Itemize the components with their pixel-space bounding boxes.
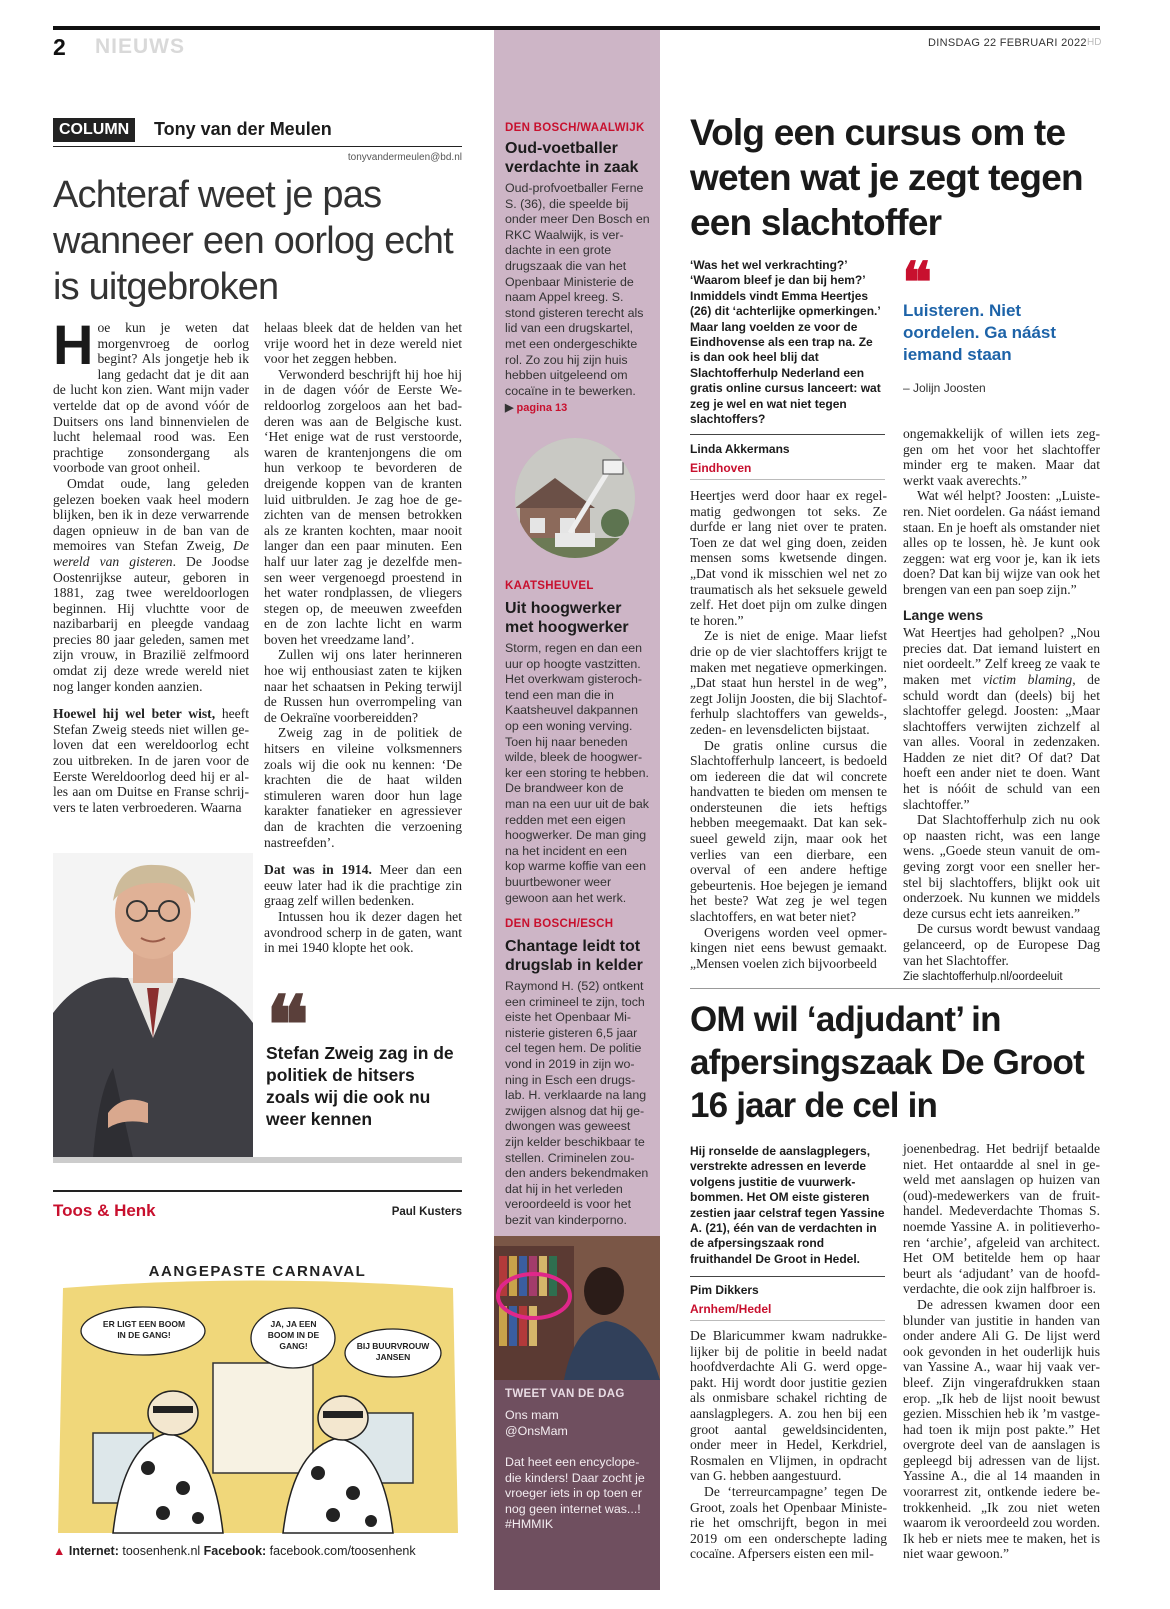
column-email: tonyvandermeulen@bd.nl bbox=[347, 152, 462, 163]
speech-bubble-2: JA, JA EEN BOOM IN DE GANG! bbox=[267, 1319, 320, 1351]
column-lead-in: Hoewel hij wel beter wist, bbox=[53, 706, 216, 722]
brief-body: Oud-profvoetballer Ferne S. (36), die speelde bij onder meer Den Bosch en RKC Waalwijk, is verdachte in een grote drugszaak die van het Openbaar Ministerie de naam Appel kreeg. S. stond gisteren terecht als lid van een drugskartel, met een ondergeschikte rol. Zo zou hij zijn huis hebben uitgeleend om cocaïne in te bewerken. bbox=[505, 181, 650, 398]
brief-title: Uit hoogwerker met hoogwerker bbox=[505, 600, 629, 636]
article-paragraph: Dat Slachtofferhulp zich nu ook op naasten richt, was een lange wens. „Goede steun vanuit de omgeving zorgt voor een sneller herstel bij slachtoffers, blijkt ook uit onderzoek. Nu kunnen we middels deze cursus echt iets aanreiken.” bbox=[903, 812, 1100, 921]
comic-panel bbox=[53, 1243, 462, 1538]
article-divider bbox=[690, 988, 1100, 989]
edition-code: HD bbox=[1087, 37, 1102, 48]
article1-quote-author: – Jolijn Joosten bbox=[903, 381, 986, 395]
article-paragraph: ongemakkelijk of willen iets zeggen om het voor het slachtoffer minder erg te maken. Maar dat werkt vaak averechts.” bbox=[903, 426, 1100, 488]
brief-item bbox=[505, 918, 650, 1229]
column-author: Tony van der Meulen bbox=[154, 119, 332, 139]
article-paragraph: Wat wél helpt? Joosten: „Luisteren. Niet oordelen. Ga náást iemand staan. En je hoeft als omstander niet alles op te lossen, hè. Je kunt ook zeggen: wat erg voor je, kan ik iets doen? Dat kan bij wijze van ook het brengen van een pan soep zijn.” bbox=[903, 488, 1100, 597]
comic-author: Paul Kusters bbox=[391, 1206, 462, 1218]
article1-author: Linda Akkermans bbox=[690, 442, 790, 456]
article-paragraph: De gratis online cursus die Slachtofferhulp lanceert, is bedoeld om iedereen die dat wil concrete handvatten te bieden om mensen te ondersteunen die iets heftigs hebben meegemaakt. Dat kan seksueel geweld zijn, maar ook het verlies van een dierbare, een overval of een andere heftige gebeurtenis. Hoe bejegen je iemand het beste? Wat zeg je wel tegen slachtoffers, en wat beter niet? bbox=[690, 737, 887, 925]
speech-bubble-1: ER LIGT EEN BOOM IN DE GANG! bbox=[102, 1319, 186, 1340]
article2-col1 bbox=[690, 1328, 887, 1562]
brief-title: Oud-voetballer verdachte in zaak bbox=[505, 140, 639, 176]
byline-rule bbox=[690, 479, 885, 480]
tweet-text: Dat heet een encyclopedie kinders! Daar zocht je vroeger iets in op toen er nog geen internet was...! #HMMIK bbox=[505, 1455, 645, 1532]
comic-panel-title: AANGEPASTE CARNAVAL bbox=[148, 1263, 367, 1280]
article-paragraph: De ‘terreurcampagne’ tegen De Groot, zoals het Openbaar Ministerie het omschrijft, begon in mei 2019 om een onderschepte lading cocaïne. Afpersers eisten een mil- bbox=[690, 1483, 887, 1562]
play-icon: ▶ bbox=[505, 402, 514, 415]
article-paragraph: joenenbedrag. Het bedrijf betaalde niet. Het ontaardde al snel in geweld met aanslagen op huizen van (oud)-medewerkers van de fruithandel. Medeverdachte Thomas S. noemde Yassine A. in politieverhoren ‘archie’, afgeleid van architect. Het OM betitelde hem op haar beurt als ‘adjudant’ van de hoofdverdachte, die ook zijn halfbroer is. bbox=[903, 1141, 1100, 1297]
column-paragraph: oe kun je weten dat morgenvroeg de oorlog begint? Als jongetje heb ik lang gedacht dat je dit aan de lucht kon zien. Want mijn vader vertelde dat op de avond vóór de Duitsers ons land binnenvielen de lucht helemaal rood was. Een prachtige zonsondergang als voorbode van groot onheil. bbox=[53, 320, 249, 476]
brief-title: Chantage leidt tot drugslab in kelder bbox=[505, 938, 643, 974]
article1-pull-quote: Luisteren. Niet oordelen. Ga náást iemand staan bbox=[903, 301, 1057, 364]
brief-body: Storm, regen en dan een uur op hoogte vastzitten. Het overkwam gisterochtend een man die in Kaatsheuvel dakpannen op een woning verving. Toen hij naar beneden wilde, bleek de hoogwerker een storing te hebben. De brandweer kon de man na een uur uit de bak redden met een eigen hoogwerker. De man ging na het incident en een kop warme koffie van een buurtbewoner weer gewoon aan het werk. bbox=[505, 641, 649, 905]
brief-kicker: DEN BOSCH/WAALWIJK bbox=[505, 122, 645, 134]
byline-rule bbox=[690, 1320, 885, 1321]
page-reference-label: pagina 13 bbox=[516, 402, 568, 415]
footer-label: Internet: bbox=[68, 1544, 119, 1558]
article-paragraph: Wat Heertjes had geholpen? „Nou precies dat. Dat iemand luistert en niet oordeelt.” Zelf kreeg ze vaak te maken met bbox=[903, 625, 1100, 687]
article1-intro: ‘Was het wel verkrachting?’ ‘Waarom bleef je dan bij hem?’ Inmiddels vindt Emma Heertjes (26) dit ‘achterlijke opmerkingen.’ Maar lang voelden ze voor de Eindhovense als een trap na. Ze is dan ook heel blij dat Slachtofferhulp Nederland een gratis online cursus lanceert: wat zeg je wel en wat niet tegen slachtoffers? bbox=[690, 258, 881, 427]
quote-mark-icon: ❝ bbox=[266, 981, 304, 1070]
column-paragraph: . De Joodse Oostenrijkse auteur, geboren in 1881, zag twee wereldoorlogen beginnen. Hij vluchtte voor de nazibarbarij en pleegde vandaag precies 80 jaar geleden, samen met zijn vrouw, in Brazilië zelfmoord omdat zij deze wrede wereld niet nog langer konden aanzien. bbox=[53, 553, 249, 694]
column-bottom-bar bbox=[53, 1157, 462, 1163]
article-paragraph: De cursus wordt bewust vandaag gelanceerd, op de Europese Dag van het Slachtoffer. bbox=[903, 921, 1100, 968]
article1-col1 bbox=[690, 488, 887, 971]
column-badge: COLUMN bbox=[53, 118, 135, 142]
column-paragraph: Intussen hou ik dezer dagen het avondrood scherp in de gaten, want in mei 1940 klopte het ook. bbox=[264, 908, 462, 956]
article2-intro: Hij ronselde de aanslagplegers, verstrekte adressen en leverde volgens justitie de vuurwerkbommen. Het OM eiste gisteren zestien jaar celstraf tegen Yassine A. (21), één van de verdachten in de afpersingszaak rond fruithandel De Groot in Hedel. bbox=[690, 1144, 885, 1266]
emphasis-term: victim blaming bbox=[982, 671, 1073, 687]
drop-cap: H bbox=[53, 313, 94, 376]
page-reference[interactable] bbox=[505, 401, 650, 414]
brief-kicker: DEN BOSCH/ESCH bbox=[505, 918, 614, 930]
footer-link[interactable]: facebook.com/toosenhenk bbox=[269, 1544, 416, 1558]
article1-location: Eindhoven bbox=[690, 461, 752, 475]
article1-col2 bbox=[903, 426, 1100, 986]
author-photo bbox=[53, 853, 253, 1158]
brief-item bbox=[505, 122, 650, 414]
footer-link[interactable]: toosenhenk.nl bbox=[122, 1544, 201, 1558]
comic-title: Toos & Henk bbox=[53, 1201, 156, 1220]
column-rule bbox=[53, 146, 462, 147]
article-paragraph: , de schuld wordt dan (deels) bij het slachtoffer gelegd. Joosten: „Maar slachtoffers verwijten zichzelf al van alles. Vooral in zedenzaken. Hadden ze niet dit? Of dat? Dat hoeft een ander niet te doen. Want het is nóóit de schuld van een slachtoffer.” bbox=[903, 671, 1101, 812]
quote-mark-icon: ❝ bbox=[902, 251, 929, 314]
column-paragraph: Omdat oude, lang geleden gelezen boeken vaak heel modern blijken, ben ik in deze verwarrende dagen opnieuw in de ban van de memoires van Stefan Zweig, bbox=[53, 475, 249, 554]
article-paragraph: Overigens worden veel opmerkingen niet eens bewust gemaakt. „Mensen voelen zich bijvoorbeeld bbox=[690, 924, 887, 971]
brief-photo-round bbox=[515, 438, 635, 558]
column-text-col2 bbox=[264, 320, 462, 956]
section-label: NIEUWS bbox=[95, 35, 185, 58]
column-paragraph: Verwonderd beschrijft hij hoe hij in de dagen vóór de Eerste Wereldoorlog zorgeloos aan het badderen was aan de Belgische kust. ‘Het enige wat de rust verstoorde, waren de krantenjongens die om hun verkoop te bevorderen de dreigende koppen van de kranten luid uitbrulden. Je zag hoe de gezichten van de mensen betrokken als ze kranten kochten, maar nooit langer dan een paar minuten. Een half uur later zag je dezelfde mensen weer vergenoegd proestend in het water rondplassen, de vliegers stegen op, de meeuwen zweefden en de zon lachte licht en warm boven het vreedzame land’. bbox=[264, 366, 462, 647]
tweet-handle[interactable]: @OnsMam bbox=[505, 1424, 568, 1438]
article1-headline: Volg een cursus om te weten wat je zegt tegen een slachtoffer bbox=[690, 112, 1083, 243]
column-lead-in: Dat was in 1914. bbox=[264, 862, 372, 878]
book-title: De wereld van gisteren bbox=[53, 538, 249, 569]
column-text-col1 bbox=[53, 313, 249, 815]
article2-headline: OM wil ‘adjudant’ in afpersingszaak De Groot 16 jaar de cel in bbox=[690, 1000, 1084, 1125]
tweet-photo bbox=[494, 1236, 660, 1380]
article-paragraph: Heertjes werd door haar ex regelmatig gedwongen tot seks. Ze durfde er lang niet over te praten. Toen ze dat wel ging doen, zeiden mensen soms kwetsende dingen. „Dat vond ik misschien wel net zo traumatisch als het seksuele geweld zelf. Het doet pijn om zulke dingen te horen.” bbox=[690, 488, 887, 628]
article2-location: Arnhem/Hedel bbox=[690, 1302, 772, 1316]
tweet-label: TWEET VAN DE DAG bbox=[505, 1388, 625, 1400]
column-headline: Achteraf weet je pas wanneer een oorlog echt is uitgebroken bbox=[53, 174, 453, 308]
speech-bubble-3: BIJ BUURVROUW JANSEN bbox=[356, 1341, 430, 1362]
brief-item bbox=[505, 580, 650, 906]
tweet-user-name: Ons mam bbox=[505, 1408, 559, 1422]
page-date: DINSDAG 22 FEBRUARI 2022 bbox=[928, 37, 1087, 49]
article-paragraph: De adressen kwamen door een blunder van justitie in handen van onder andere Ali G. De lijst werd ook gevonden in het ouderlijk huis van Yassine A., waar hij vaak verbleef. Zijn vingerafdrukken staan erop. „Ik heb de lijst nooit bewust gezien. Misschien heb ik ’m vastgehad toen ik mijn post pakte.” Het overgrote deel van de aanslagen is gepleegd bij adressen van de lijst. Yassine A., die al 14 maanden in voorarrest zit, ontkende iedere betrokkenheid. „Ik zou niet weten waarom ik veroordeeld zou worden. Ik heb er niets mee te maken, het is niet waar gewoon.” bbox=[903, 1296, 1100, 1562]
page-number: 2 bbox=[53, 34, 66, 60]
article2-col2 bbox=[903, 1141, 1100, 1562]
column-paragraph: helaas bleek dat de helden van het vrije woord het in deze wereld niet voor het zeggen hebben. bbox=[264, 320, 462, 367]
article-subhead: Lange wens bbox=[903, 606, 984, 623]
comic-rule bbox=[53, 1190, 462, 1192]
footer-label: Facebook: bbox=[203, 1544, 267, 1558]
column-paragraph: heeft Stefan Zweig steeds niet willen geloven dat een wereldoorlog echt zou uitbreken. In de jaren voor de Eerste Wereldoorlog deed hij er alles aan om Duitse en Franse schrijvers te laten verbroederen. Waarna bbox=[53, 706, 249, 815]
triangle-icon: ▲ bbox=[53, 1544, 66, 1558]
comic-footer bbox=[53, 1544, 416, 1558]
article-paragraph: De Blaricummer kwam nadrukkelijker bij de politie in beeld nadat hoofdverdachte Ali G. werd opgepakt. Hij wordt door justitie gezien als onmisbare schakel richting de aanslagplegers. A. zou hen bij een groot aantal geweldsincidenten, onder meer in Hedel, Kerkdriel, Rosmalen en Vlijmen, in opdracht van G. hebben aangestuurd. bbox=[690, 1328, 887, 1484]
column-paragraph: Zullen wij ons later herinneren hoe wij enthousiast zaten te kijken naar het schaatsen in Peking terwijl de Russen hun overrompeling van de Oekraïne voorbereidden? bbox=[264, 647, 462, 725]
article-link[interactable]: Zie slachtofferhulp.nl/oordeeluit bbox=[903, 971, 1063, 984]
column-pull-quote: Stefan Zweig zag in de politiek de hitsers zoals wij die ook nu weer kennen bbox=[266, 1043, 454, 1129]
column-paragraph: Zweig zag in de politiek de hitsers en vileine volksmenners zoals wij die ook nu kennen: ‘De krachten die de haat wilden stimuleren waren door hun lage karakter fanatieker en agressiever dan de krachten die verzoening nastreefden’. bbox=[264, 725, 462, 850]
column-paragraph: Meer dan een eeuw later had ik die prachtige zin graag zelf willen bedenken. bbox=[264, 862, 462, 909]
byline-rule bbox=[690, 434, 885, 435]
article2-author: Pim Dikkers bbox=[690, 1283, 759, 1297]
brief-kicker: KAATSHEUVEL bbox=[505, 580, 594, 592]
brief-body: Raymond H. (52) ontkent een crimineel te zijn, toch eiste het Openbaar Ministerie gisteren 6,5 jaar cel tegen hem. De politie vond in 2019 in zijn woning in Esch een drugslab. H. verklaarde na lang zwijgen alsnog dat hij gedwongen was geweest zijn kelder beschikbaar te stellen. Criminelen zouden anders bekendmaken dat hij in het verleden veroordeeld is voor het bezit van kinderporno. bbox=[505, 979, 649, 1227]
byline-rule bbox=[690, 1276, 885, 1277]
article-paragraph: Ze is niet de enige. Maar liefst drie op de vier slachtoffers krijgt te maken met negatieve opmerkingen. „Dat staat hun herstel in de weg”, zegt Jolijn Joosten, die bij Slachtofferhulp slachtoffers van gewelds-, zeden- en levensdelicten bijstaat. bbox=[690, 628, 887, 737]
